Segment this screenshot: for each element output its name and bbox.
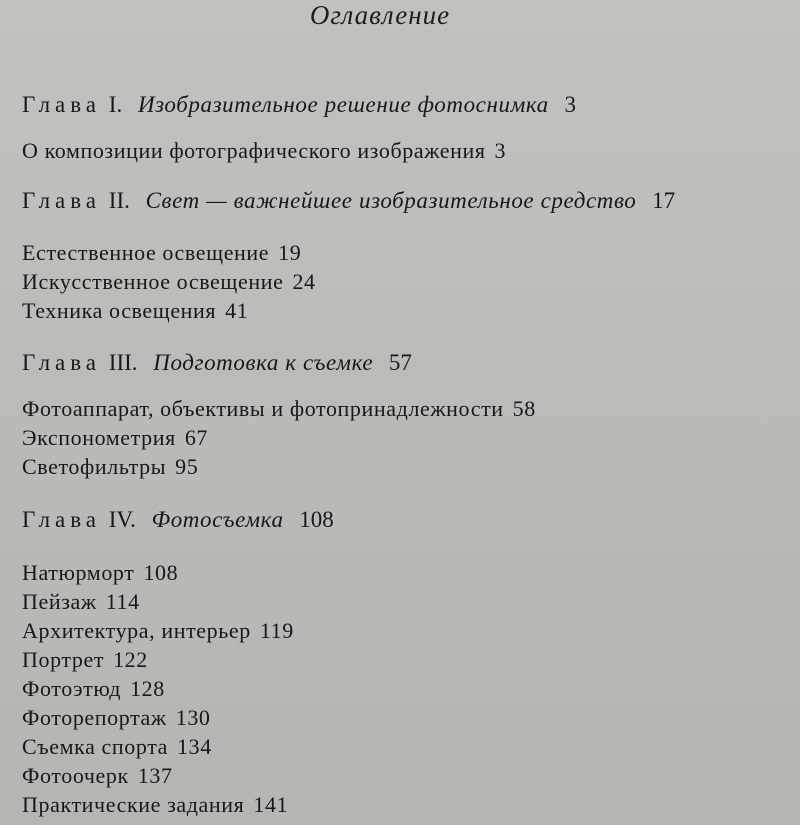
toc-entry-title: Фотоэтюд	[22, 676, 122, 701]
toc-entry	[22, 792, 288, 818]
chapter-2-heading	[22, 188, 675, 214]
chapter-number: II.	[108, 188, 130, 213]
toc-entry	[22, 425, 208, 451]
toc-entry-title: Фоторепортаж	[22, 705, 167, 730]
chapter-page-number: 17	[652, 188, 676, 213]
toc-entry-page-number: 130	[175, 705, 211, 730]
toc-entry-title: Естественное освещение	[22, 240, 270, 265]
chapter-label: Глава	[22, 350, 102, 375]
chapter-title: Свет — важнейшее изобразительное средство	[145, 188, 637, 213]
toc-entry	[22, 618, 294, 644]
chapter-label: Глава	[22, 507, 102, 532]
chapter-title: Подготовка к съемке	[153, 350, 374, 375]
toc-entry-page-number: 134	[177, 734, 212, 759]
chapter-1-heading	[22, 92, 576, 118]
toc-entry	[22, 396, 536, 422]
toc-entry-page-number: 141	[253, 792, 289, 817]
toc-entry-title: Светофильтры	[22, 454, 167, 479]
toc-entry-title: Пейзаж	[22, 589, 97, 614]
toc-entry-title: Съемка спорта	[22, 734, 169, 759]
chapter-number: IV.	[108, 507, 136, 532]
toc-entry-page-number: 3	[494, 138, 507, 163]
toc-entry-page-number: 119	[259, 618, 294, 643]
chapter-page-number: 57	[388, 350, 412, 375]
toc-entry-title: Техника освещения	[22, 298, 217, 323]
toc-entry	[22, 647, 148, 673]
toc-entry-title: Искусственное освещение	[22, 269, 284, 294]
toc-entry	[22, 763, 173, 789]
toc-entry-page-number: 58	[512, 396, 536, 421]
toc-entry	[22, 138, 506, 164]
toc-entry	[22, 269, 316, 295]
toc-entry-page-number: 95	[175, 454, 199, 479]
toc-entry-page-number: 19	[278, 240, 302, 265]
chapter-page-number: 108	[299, 507, 334, 532]
toc-entry-page-number: 137	[137, 763, 173, 788]
toc-entry-page-number: 122	[113, 647, 148, 672]
toc-entry-page-number: 108	[143, 560, 179, 585]
page-title: Оглавление	[309, 0, 451, 30]
toc-entry-page-number: 24	[292, 269, 316, 294]
toc-entry	[22, 676, 165, 702]
toc-entry-title: Натюрморт	[22, 560, 135, 585]
chapter-number: III.	[108, 350, 138, 375]
toc-entry	[22, 298, 248, 324]
chapter-3-heading	[22, 350, 412, 376]
chapter-title: Фотосъемка	[151, 507, 284, 532]
chapter-page-number: 3	[564, 92, 576, 117]
chapter-title: Изобразительное решение фотоснимка	[137, 92, 549, 117]
chapter-number: I.	[108, 92, 123, 117]
chapter-4-heading	[22, 507, 334, 533]
toc-entry-title: Практические задания	[22, 792, 245, 817]
toc-entry-title: О композиции фотографического изображения	[22, 138, 486, 163]
toc-entry	[22, 240, 301, 266]
toc-entry-page-number: 41	[225, 298, 249, 323]
toc-entry-page-number: 128	[130, 676, 165, 701]
toc-entry-title: Архитектура, интерьер	[22, 618, 251, 643]
toc-entry-title: Фотоочерк	[22, 763, 129, 788]
toc-entry-page-number: 114	[105, 589, 140, 614]
toc-entry-page-number: 67	[184, 425, 209, 450]
toc-entry	[22, 705, 211, 731]
toc-entry	[22, 454, 198, 480]
chapter-label: Глава	[22, 92, 102, 117]
toc-entry	[22, 589, 140, 615]
chapter-label: Глава	[22, 188, 102, 213]
toc-entry-title: Экспонометрия	[22, 425, 176, 450]
toc-entry-title: Портрет	[22, 647, 105, 672]
toc-entry	[22, 560, 178, 586]
toc-entry-title: Фотоаппарат, объективы и фотопринадлежности	[22, 396, 504, 421]
toc-entry	[22, 734, 212, 760]
